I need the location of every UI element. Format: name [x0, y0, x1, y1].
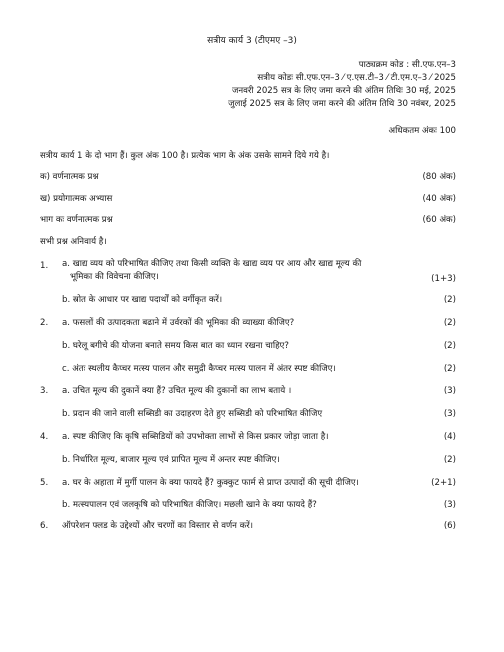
question-number: 4. — [40, 432, 49, 442]
part-label: भाग कः वर्णनात्मक प्रश्न — [40, 215, 113, 225]
question-2b: b. घरेलू बगीचे की योजना बनाते समय किस बात का ध्यान रखना चाहिए? — [62, 341, 289, 351]
question-5a: a. घर के अहाता में मुर्गी पालन के क्या फायदे हैं? कुक्कुट फार्म से प्राप्त उत्पादों की सूची दीजिए। — [62, 478, 359, 488]
question-1b: b. स्रोत के आधार पर खाद्य पदार्थों को वर्गीकृत करें। — [62, 295, 223, 305]
assignment-code: सत्रीय कोडः सी.एफ.एन–3 ⁄ ए.एस.टी–3 ⁄ टी.एम.ए–3 ⁄ 2025 — [257, 73, 456, 83]
question-marks: (3) — [443, 500, 456, 510]
part-marks: (80 अंक) — [422, 172, 456, 182]
question-number: 3. — [40, 386, 49, 396]
question-4a: a. स्पष्ट कीजिए कि कृषि सब्सिडियों को उपभोक्ता लाभों से किस प्रकार जोड़ा जाता है। — [62, 432, 329, 442]
question-1a-line2: भूमिका की विवेचना कीजिए। — [70, 272, 159, 282]
compulsory-note: सभी प्रश्न अनिवार्य है। — [40, 237, 107, 247]
part-label: ख) प्रयोगात्मक अभ्यास — [40, 194, 113, 204]
question-number: 1. — [40, 261, 49, 271]
intro-text: सत्रीय कार्य 1 के दो भाग हैं। कुल अंक 100 है। प्रत्येक भाग के अंक उसके सामने दिये गये है। — [40, 151, 330, 161]
part-marks: (40 अंक) — [422, 194, 456, 204]
question-5b: b. मत्स्यपालन एवं जलकृषि को परिभाषित कीजिए। मछली खाने के क्या फायदे हैं? — [62, 500, 317, 510]
question-6: ऑपरेशन फ्लड के उद्देश्यों और चरणों का विस्तार से वर्णन करें। — [62, 521, 254, 531]
question-marks: (2) — [443, 455, 456, 465]
question-number: 2. — [40, 318, 49, 328]
question-marks: (2) — [443, 318, 456, 328]
question-marks: (3) — [443, 409, 456, 419]
question-3b: b. प्रदान की जाने वाली सब्सिडी का उदाहरण देते हुए सब्सिडी को परिभाषित कीजिए — [62, 409, 323, 419]
question-marks: (3) — [443, 386, 456, 396]
question-marks: (6) — [443, 521, 456, 531]
question-4b: b. निर्धारित मूल्य, बाजार मूल्य एवं प्रापित मूल्य में अन्तर स्पष्ट कीजिए। — [62, 455, 280, 465]
question-3a: a. उचित मूल्य की दुकानें क्या हैं? उचित मूल्य की दुकानों का लाभ बताये । — [62, 386, 292, 396]
question-marks: (2+1) — [431, 478, 456, 488]
question-marks: (2) — [443, 341, 456, 351]
question-1a-line1: a. खाद्य व्यय को परिभाषित कीजिए तथा किसी व्यक्ति के खाद्य व्यय पर आय और खाद्य मूल्य की — [62, 259, 362, 269]
question-number: 5. — [40, 478, 49, 488]
question-marks: (4) — [443, 432, 456, 442]
page-title: सत्रीय कार्य 3 (टीएमए –3) — [207, 36, 297, 46]
max-marks: अधिकतम अंकः 100 — [388, 126, 456, 136]
deadline-january: जनवरी 2025 सत्र के लिए जमा करने की अंतिम तिथिः 30 मई, 2025 — [231, 86, 456, 96]
question-2c: c. अंतः स्थलीय कैप्चर मत्स्य पालन और समुद्री कैप्चर मत्स्य पालन में अंतर स्पष्ट कीजिए। — [62, 364, 336, 374]
question-marks: (2) — [443, 364, 456, 374]
question-marks: (2) — [443, 295, 456, 305]
course-code: पाठ्यक्रम कोड : सी.एफ.एन–3 — [358, 60, 456, 70]
part-marks: (60 अंक) — [422, 215, 456, 225]
question-2a: a. फसलों की उत्पादकता बढाने में उर्वरकों की भूमिका की व्याख्या कीजिए? — [62, 318, 295, 328]
deadline-july: जुलाई 2025 सत्र के लिए जमा करने की अंतिम तिथि 30 नवंबर, 2025 — [228, 99, 456, 109]
question-marks: (1+3) — [431, 274, 456, 284]
question-number: 6. — [40, 521, 49, 531]
part-label: क) वर्णनात्मक प्रश्न — [40, 172, 99, 182]
